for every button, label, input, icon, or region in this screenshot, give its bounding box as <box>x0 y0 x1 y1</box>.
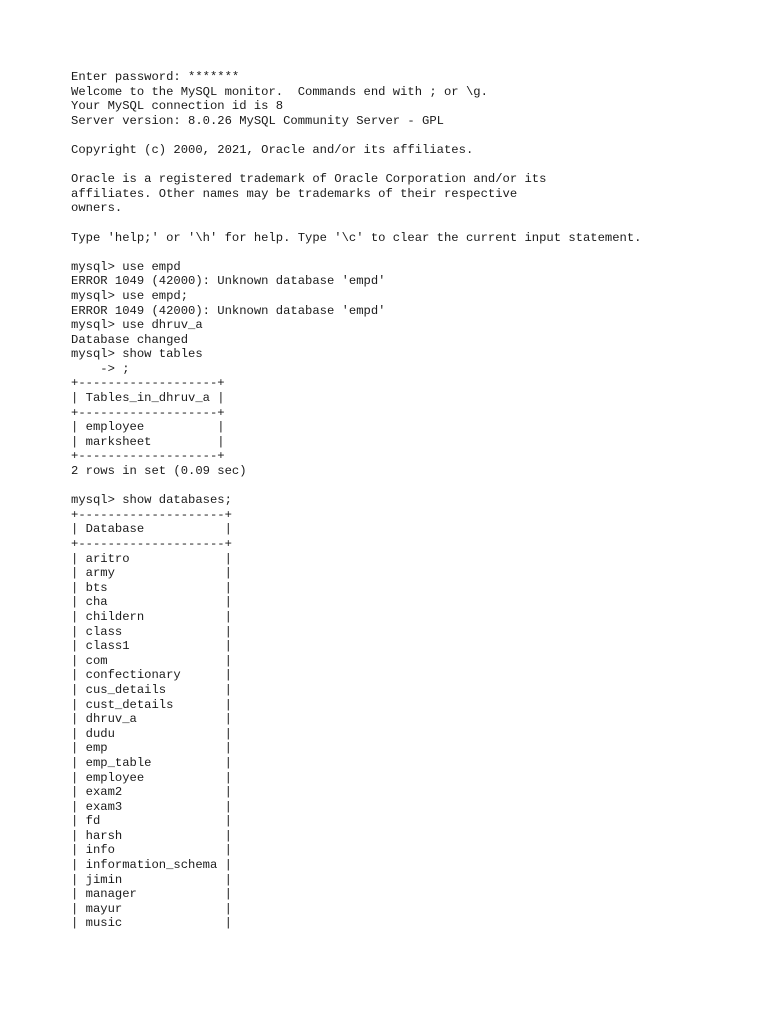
table-row: | jimin | <box>71 872 232 887</box>
table-row: | fd | <box>71 814 232 829</box>
table-row: | cha | <box>71 595 232 610</box>
blank-line <box>71 128 751 143</box>
table-row: | exam2 | <box>71 785 232 800</box>
command-continuation: -> ; <box>71 361 130 376</box>
table-row: | aritro | <box>71 551 232 566</box>
table-border: +-------------------+ <box>71 376 225 391</box>
output-line: Copyright (c) 2000, 2021, Oracle and/or its affiliates. <box>71 142 474 157</box>
table-row: | bts | <box>71 580 232 595</box>
table-row: | dhruv_a | <box>71 712 232 727</box>
table-row: | army | <box>71 566 232 581</box>
table-row: | marksheet | <box>71 434 225 449</box>
output-line: Enter password: ******* <box>71 70 240 84</box>
result-summary: 2 rows in set (0.09 sec) <box>71 464 247 479</box>
output-line: Database changed <box>71 332 189 347</box>
command-line: mysql> use dhruv_a <box>71 318 203 333</box>
table-border: +-------------------+ <box>71 449 225 464</box>
table-row: | com | <box>71 653 232 668</box>
table-row: | employee | <box>71 770 232 785</box>
output-line: Your MySQL connection id is 8 <box>71 99 284 114</box>
error-line: ERROR 1049 (42000): Unknown database 'empd' <box>71 303 386 318</box>
output-line: Server version: 8.0.26 MySQL Community Server - GPL <box>71 113 444 128</box>
output-line: Oracle is a registered trademark of Oracle Corporation and/or its <box>71 172 547 187</box>
blank-line <box>71 245 751 260</box>
table-row: | music | <box>71 916 232 931</box>
table-row: | class | <box>71 624 232 639</box>
table-row: | cus_details | <box>71 682 232 697</box>
blank-line <box>71 479 751 494</box>
table-row: | exam3 | <box>71 799 232 814</box>
table-row: | dudu | <box>71 726 232 741</box>
command-line: mysql> use empd; <box>71 288 189 303</box>
table-row: | cust_details | <box>71 697 232 712</box>
output-line: Type 'help;' or '\h' for help. Type '\c' to clear the current input statement. <box>71 230 642 245</box>
table-border: +--------------------+ <box>71 507 232 522</box>
blank-line <box>71 158 751 173</box>
table-row: | emp | <box>71 741 232 756</box>
error-line: ERROR 1049 (42000): Unknown database 'empd' <box>71 274 386 289</box>
table-row: | manager | <box>71 887 232 902</box>
table-row: | mayur | <box>71 901 232 916</box>
table-row: | class1 | <box>71 639 232 654</box>
command-line: mysql> use empd <box>71 259 181 274</box>
output-line: Welcome to the MySQL monitor. Commands end with ; or \g. <box>71 84 488 99</box>
output-line: affiliates. Other names may be trademarks of their respective <box>71 186 518 201</box>
table-row: | harsh | <box>71 828 232 843</box>
table-row: | information_schema | <box>71 858 232 873</box>
table-row: | emp_table | <box>71 755 232 770</box>
terminal-output <box>71 70 751 946</box>
table-header: | Tables_in_dhruv_a | <box>71 391 225 406</box>
table-row: | info | <box>71 843 232 858</box>
table-row: | confectionary | <box>71 668 232 683</box>
table-row: | employee | <box>71 420 225 435</box>
output-line: owners. <box>71 201 123 216</box>
table-row: | childern | <box>71 609 232 624</box>
table-row <box>71 931 751 946</box>
table-header: | Database | <box>71 522 232 537</box>
command-line: mysql> show tables <box>71 347 203 362</box>
command-line: mysql> show databases; <box>71 493 232 508</box>
blank-line <box>71 216 751 231</box>
table-border: +--------------------+ <box>71 537 232 551</box>
table-border: +-------------------+ <box>71 405 225 420</box>
